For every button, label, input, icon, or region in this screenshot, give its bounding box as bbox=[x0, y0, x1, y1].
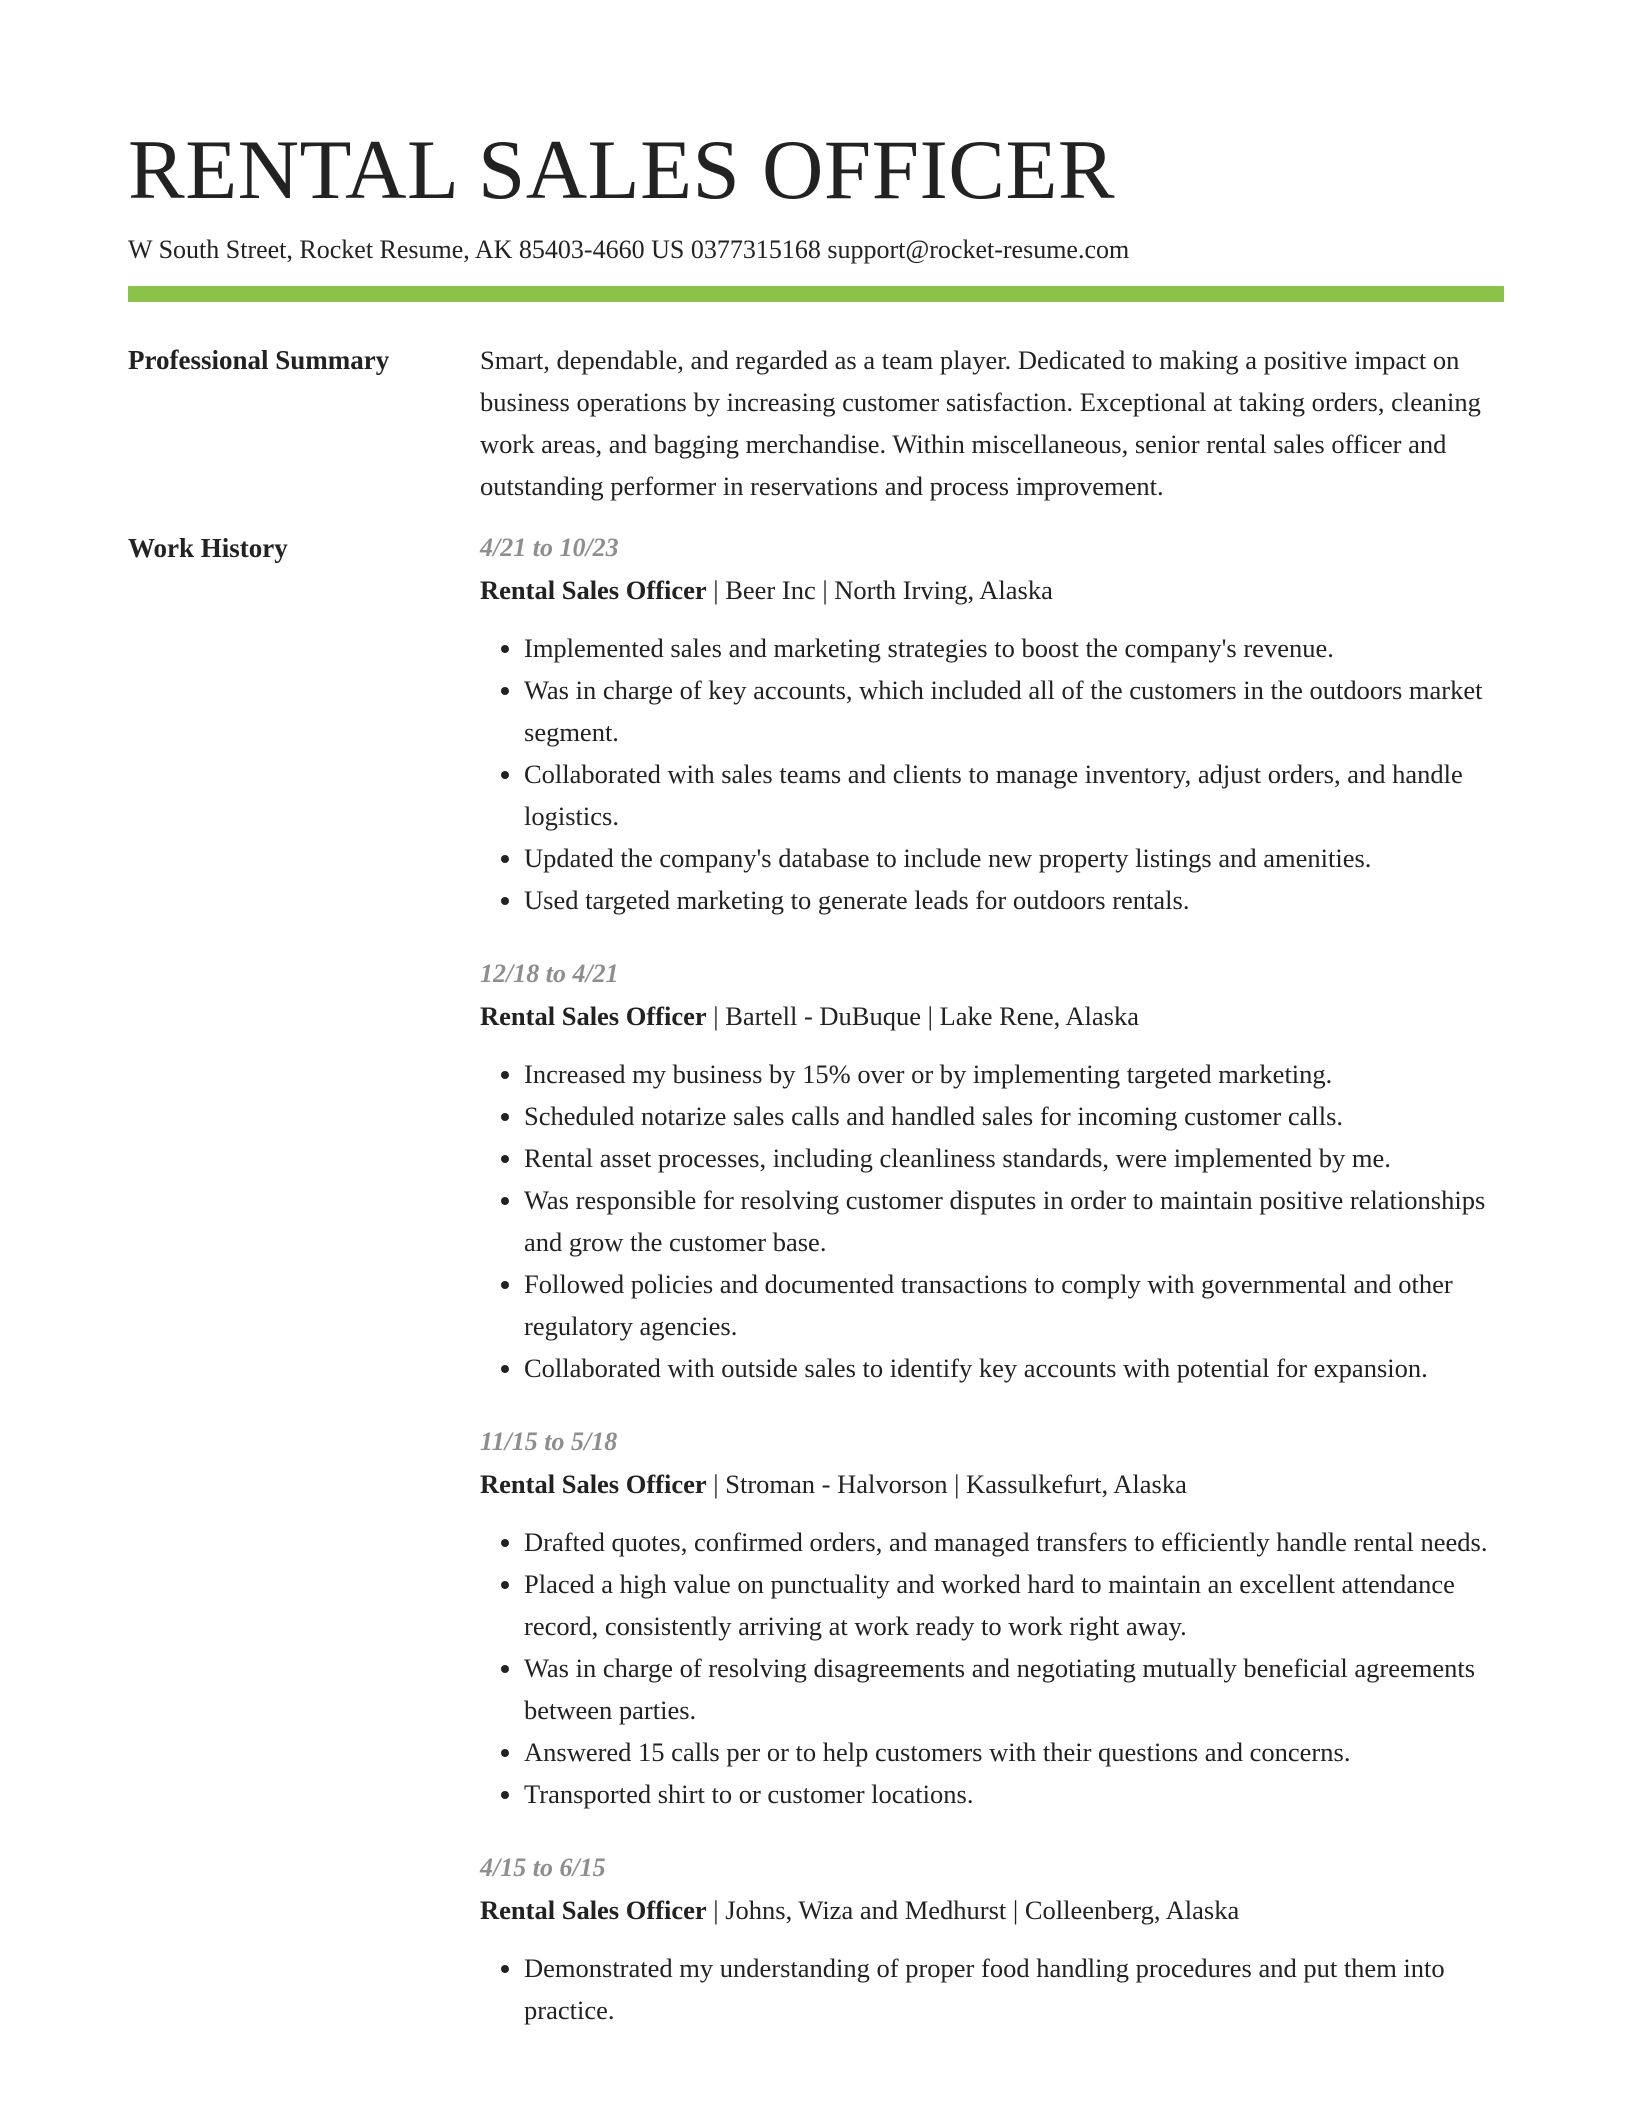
job-heading bbox=[480, 1889, 1504, 1931]
job-details: | Bartell - DuBuque | Lake Rene, Alaska bbox=[706, 1001, 1139, 1031]
job-bullets bbox=[480, 1947, 1504, 2031]
job-bullet: • Implemented sales and marketing strategies to boost the company's revenue. bbox=[524, 627, 1504, 669]
job-bullets bbox=[480, 1053, 1504, 1389]
job-details: | Stroman - Halvorson | Kassulkefurt, Alaska bbox=[706, 1469, 1187, 1499]
job-bullet: • Collaborated with sales teams and clients to manage inventory, adjust orders, and handle logistics. bbox=[524, 753, 1504, 837]
job-bullet: • Rental asset processes, including cleanliness standards, were implemented by me. bbox=[524, 1137, 1504, 1179]
job-details: | Beer Inc | North Irving, Alaska bbox=[706, 575, 1053, 605]
resume-page bbox=[128, 118, 1504, 2063]
professional-summary-section bbox=[128, 339, 1504, 507]
job-bullet: • Drafted quotes, confirmed orders, and managed transfers to efficiently handle rental needs. bbox=[524, 1521, 1504, 1563]
job-bullet: • Followed policies and documented transactions to comply with governmental and other regulatory agencies. bbox=[524, 1263, 1504, 1347]
work-history-section bbox=[128, 527, 1504, 2063]
contact-line: W South Street, Rocket Resume, AK 85403-4660 US 0377315168 support@rocket-resume.com bbox=[128, 235, 1130, 264]
job-bullet: • Was responsible for resolving customer disputes in order to maintain positive relationships and grow the customer base. bbox=[524, 1179, 1504, 1263]
job-bullet: • Answered 15 calls per or to help customers with their questions and concerns. bbox=[524, 1731, 1504, 1773]
job-bullet: • Used targeted marketing to generate leads for outdoors rentals. bbox=[524, 879, 1504, 921]
job-dates: 4/21 to 10/23 bbox=[480, 533, 619, 562]
resume-name-heading: RENTAL SALES OFFICER bbox=[128, 123, 1116, 217]
work-history-list bbox=[480, 527, 1504, 2063]
job-entry bbox=[480, 1847, 1504, 2031]
job-dates: 11/15 to 5/18 bbox=[480, 1427, 618, 1456]
job-title: Rental Sales Officer bbox=[480, 1895, 707, 1925]
job-bullet: • Scheduled notarize sales calls and handled sales for incoming customer calls. bbox=[524, 1095, 1504, 1137]
job-heading bbox=[480, 1463, 1504, 1505]
job-bullet: • Was in charge of resolving disagreements and negotiating mutually beneficial agreements between parties. bbox=[524, 1647, 1504, 1731]
job-details: | Johns, Wiza and Medhurst | Colleenberg, Alaska bbox=[706, 1895, 1240, 1925]
job-title: Rental Sales Officer bbox=[480, 575, 707, 605]
job-dates: 4/15 to 6/15 bbox=[480, 1853, 606, 1882]
accent-divider bbox=[128, 286, 1504, 302]
section-label-summary: Professional Summary bbox=[128, 345, 390, 375]
job-bullets bbox=[480, 627, 1504, 921]
job-entry bbox=[480, 953, 1504, 1389]
job-bullet: • Demonstrated my understanding of proper food handling procedures and put them into practice. bbox=[524, 1947, 1504, 2031]
job-bullet: • Placed a high value on punctuality and worked hard to maintain an excellent attendance record, consistently arriving at work ready to work right away. bbox=[524, 1563, 1504, 1647]
job-dates: 12/18 to 4/21 bbox=[480, 959, 619, 988]
job-heading bbox=[480, 569, 1504, 611]
job-heading bbox=[480, 995, 1504, 1037]
job-bullet: • Collaborated with outside sales to identify key accounts with potential for expansion. bbox=[524, 1347, 1504, 1389]
job-bullet: • Increased my business by 15% over or by implementing targeted marketing. bbox=[524, 1053, 1504, 1095]
job-entry bbox=[480, 1421, 1504, 1815]
summary-text: Smart, dependable, and regarded as a team player. Dedicated to making a positive impact on business operations by increasing customer satisfaction. Exceptional at taking orders, cleaning work areas, and bagging merchandise. Within miscellaneous, senior rental sales officer and outstanding performer in reservations and process improvement. bbox=[480, 345, 1481, 501]
job-title: Rental Sales Officer bbox=[480, 1001, 707, 1031]
job-bullet: • Transported shirt to or customer locations. bbox=[524, 1773, 1504, 1815]
section-label-work-history: Work History bbox=[128, 533, 288, 563]
job-bullets bbox=[480, 1521, 1504, 1815]
job-bullet: • Was in charge of key accounts, which included all of the customers in the outdoors market segment. bbox=[524, 669, 1504, 753]
job-bullet: • Updated the company's database to include new property listings and amenities. bbox=[524, 837, 1504, 879]
job-entry bbox=[480, 527, 1504, 921]
job-title: Rental Sales Officer bbox=[480, 1469, 707, 1499]
